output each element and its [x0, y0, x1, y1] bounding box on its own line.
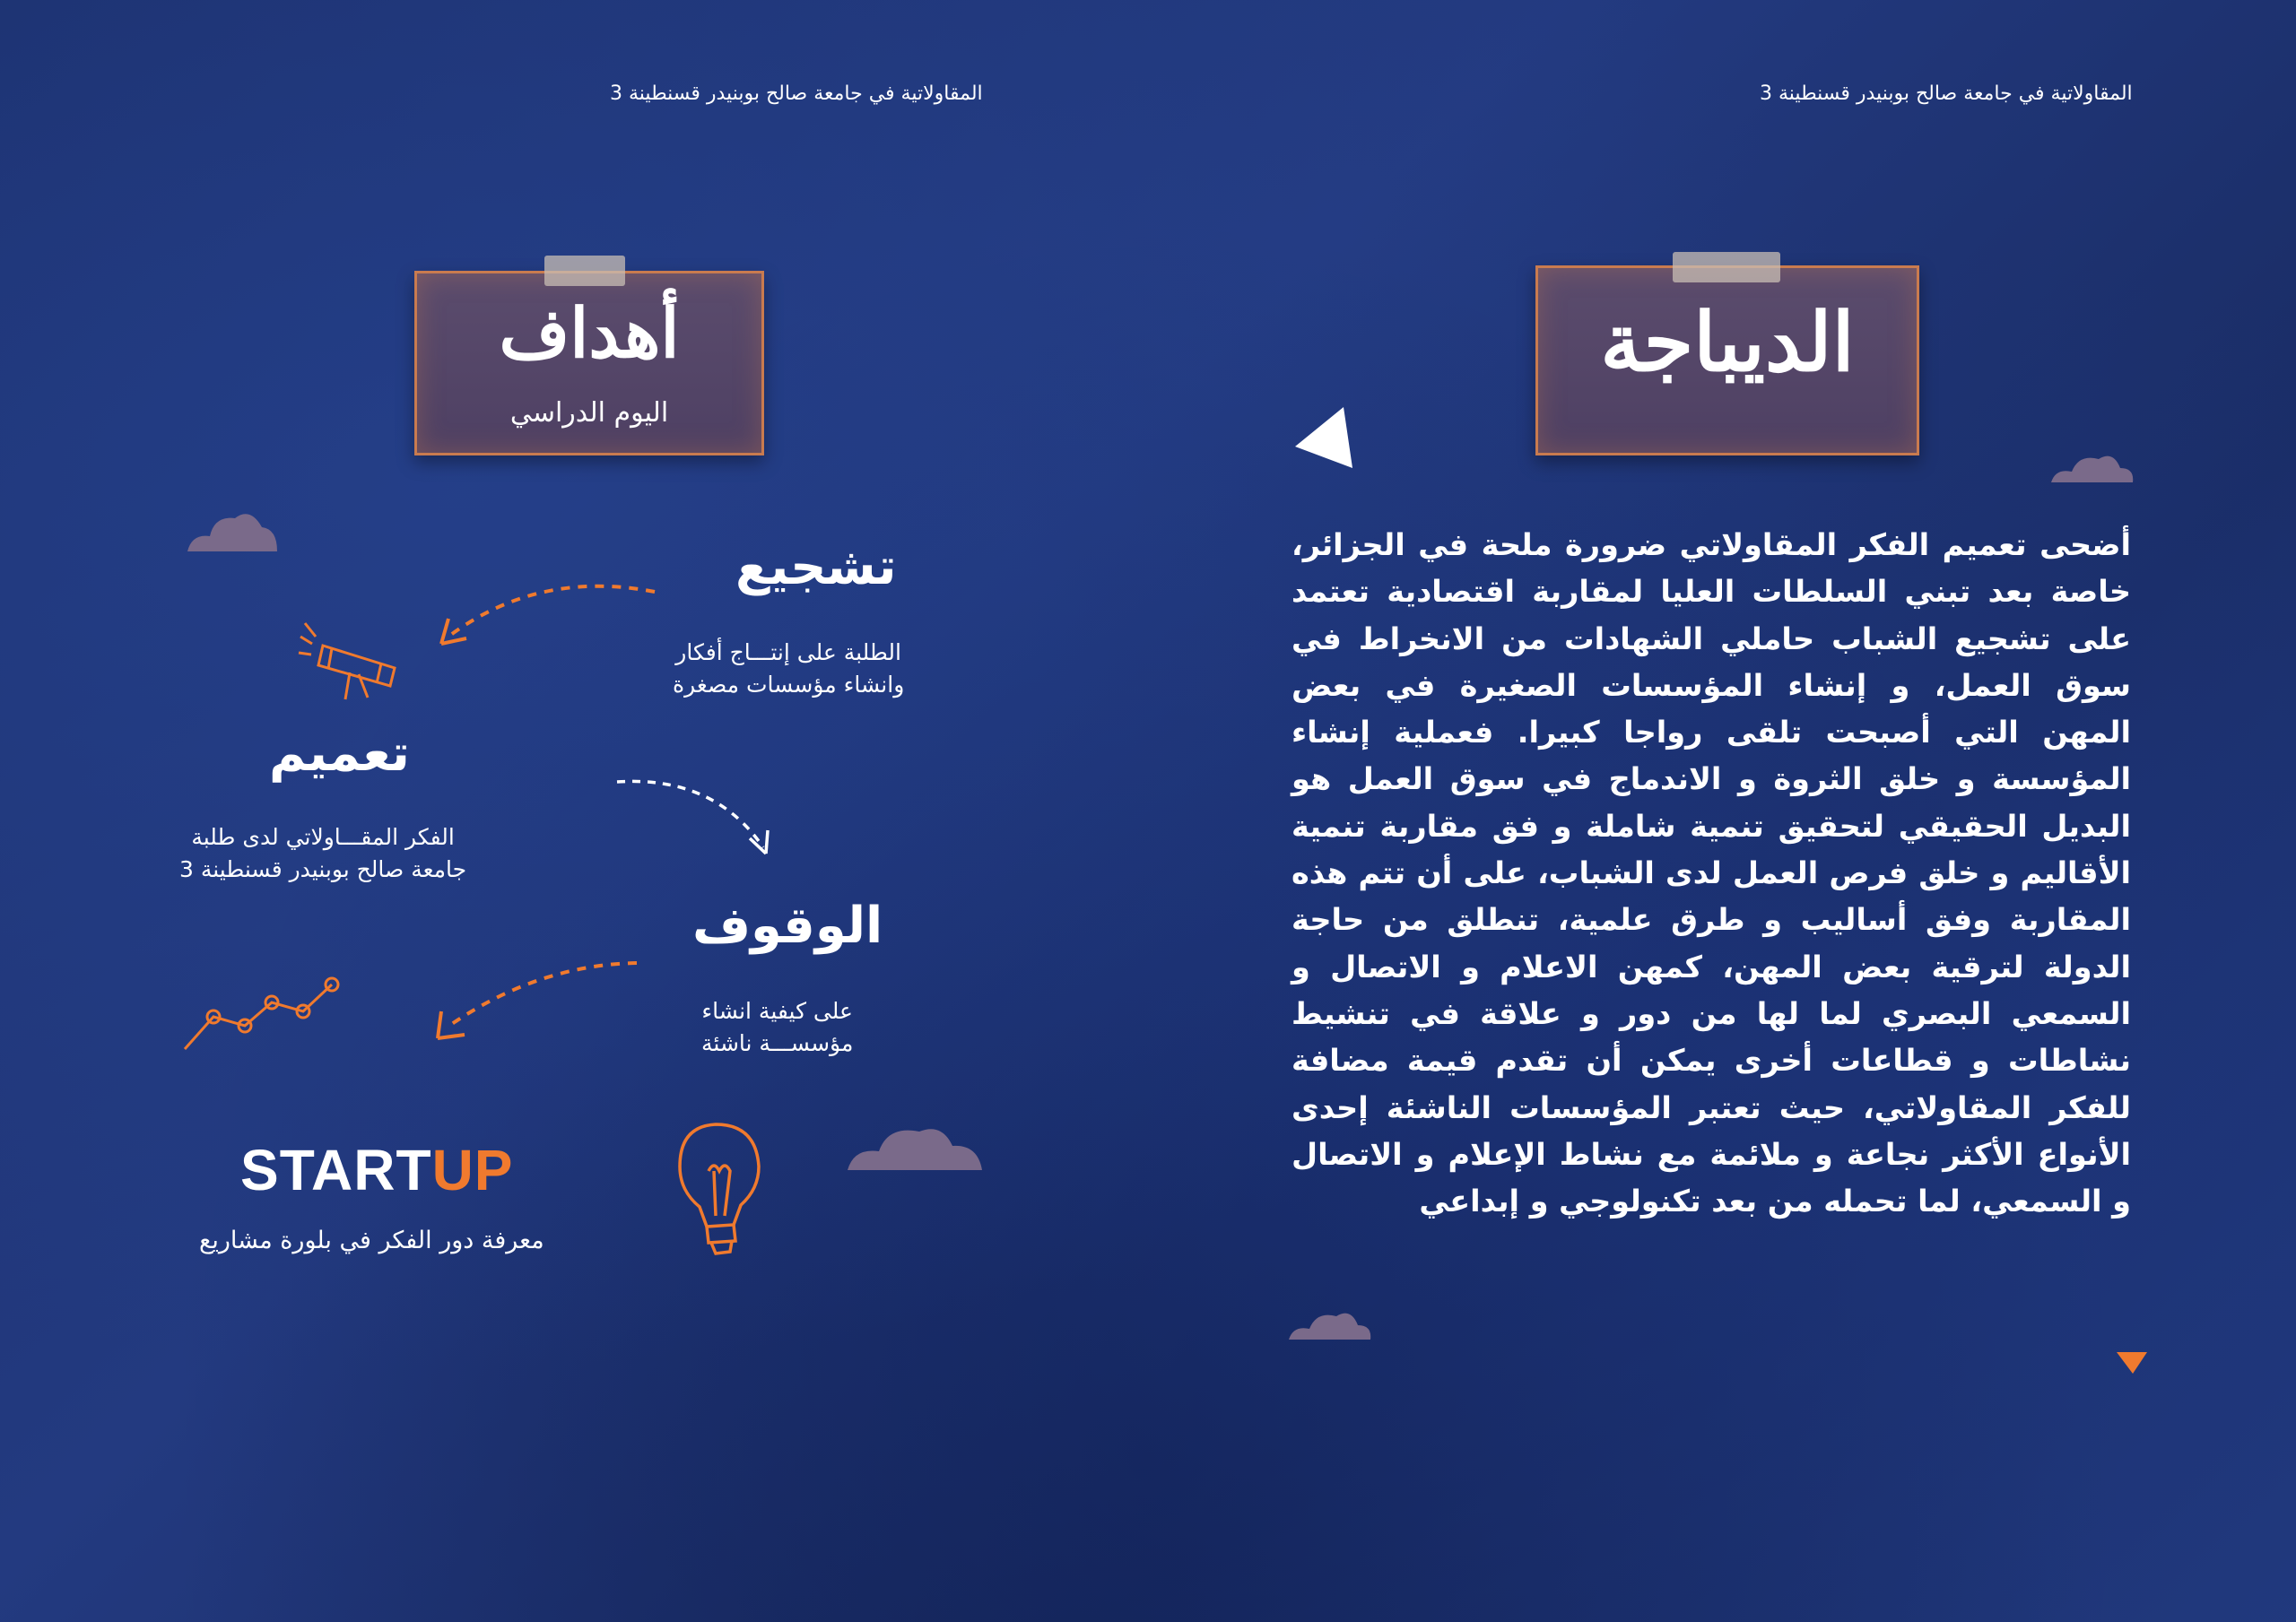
desc-line: الطلبة على إنتـــاج أفكار: [675, 639, 901, 665]
dashed-arrow: [430, 574, 664, 655]
objective-generalize-desc: [179, 821, 466, 886]
cloud-icon: [843, 1121, 987, 1175]
desc-line: جامعة صالح بوبنيدر قسنطينة 3: [179, 856, 467, 882]
line-chart-icon: [178, 970, 357, 1060]
preamble-text: [1292, 522, 2131, 1225]
cloud-icon: [1284, 1307, 1374, 1343]
play-triangle-icon: [1288, 402, 1360, 473]
dashed-arrow: [429, 956, 644, 1045]
desc-line: الفكر المقـــاولاتي لدى طلبة: [191, 824, 455, 850]
cloud-icon: [183, 502, 282, 556]
goals-subtitle: اليوم الدراسي: [509, 397, 669, 429]
startup-title: [240, 1137, 513, 1203]
dashed-arrow: [615, 771, 777, 861]
startup-up: UP: [431, 1138, 514, 1202]
desc-line: مؤسســـة ناشئة: [701, 1030, 854, 1056]
objective-startup-desc: [199, 1225, 544, 1257]
tape: [544, 256, 625, 286]
desc-line: وانشاء مؤسسات مصغرة: [673, 672, 905, 698]
cloud-icon: [2047, 450, 2136, 486]
orange-triangle-icon: [2115, 1349, 2151, 1375]
objective-generalize-title: تعميم: [269, 724, 410, 783]
lightbulb-icon: [662, 1117, 778, 1261]
running-head-right: المقاولاتية في جامعة صالح بوبنيدر قسنطينة 3: [1760, 82, 2133, 105]
objective-stand-title: الوقوف: [692, 897, 883, 955]
tape: [1673, 252, 1780, 282]
preamble-paragraph: أضحى تعميم الفكر المقاولاتي ضرورة ملحة في الجزائر، خاصة بعد تبني السلطات العليا لمقاربة اقتصادية تعتمد على تشجيع الشباب حاملي الشهادات من الانخراط في سوق العمل، و إنشاء المؤسسات الصغيرة في بعض المهن التي أصبحت تلقى رواجا كبيرا. فعملية إنشاء المؤسسة و خلق الثروة و الاندماج في سوق العمل هو البديل الحقيقي لتحقيق تنمية شاملة و فق مقاربة تنمية الأقاليم و خلق فرص العمل لدى الشباب، على أن تتم هذه المقاربة وفق أساليب و طرق علمية، تنطلق من حاجة الدولة لترقية بعض المهن، كمهن الاعلام و الاتصال و السمعي البصري لما لها من دور و علاقة في تنشيط نشاطات و قطاعات أخرى يمكن أن تقدم قيمة مضافة للفكر المقاولاتي، حيث تعتبر المؤسسات الناشئة إحدى الأنواع الأكثر نجاعة و ملائمة مع نشاط الإعلام و الاتصال و السمعي، لما تحمله من بعد تكنولوجي و إبداعي: [1292, 527, 2131, 1219]
telescope-icon: [296, 619, 422, 708]
desc-line: معرفة دور الفكر في بلورة مشاريع: [199, 1227, 544, 1254]
running-head-left: المقاولاتية في جامعة صالح بوبنيدر قسنطينة 3: [610, 82, 983, 105]
startup-start: START: [240, 1138, 432, 1202]
preamble-title: الديباجة: [1600, 295, 1855, 390]
goals-title: أهداف: [499, 293, 680, 373]
preamble-card: [1535, 265, 1919, 455]
objective-encourage-desc: [673, 637, 904, 701]
objective-encourage-title: تشجيع: [735, 538, 897, 596]
objective-stand-desc: [701, 995, 853, 1060]
goals-card: [414, 271, 764, 455]
desc-line: على كيفية انشاء: [701, 998, 853, 1024]
